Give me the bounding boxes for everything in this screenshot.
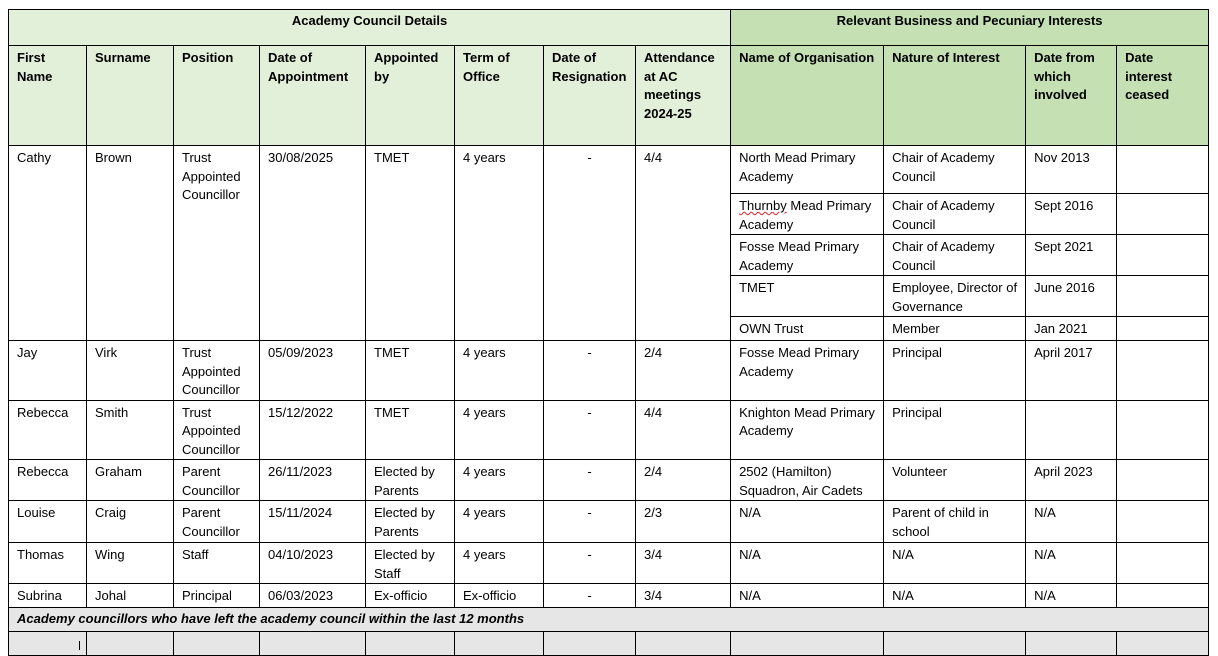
cell-first-name: Louise <box>9 501 87 543</box>
cell-date-from: N/A <box>1026 543 1117 584</box>
cell-attendance: 2/3 <box>636 501 731 543</box>
cell-appointed-by: Ex-officio <box>366 584 455 608</box>
cell-resignation: - <box>544 543 636 584</box>
group-relevant-interests: Relevant Business and Pecuniary Interests <box>731 10 1209 46</box>
empty-cell[interactable] <box>260 632 366 656</box>
cell-date-appointment: 04/10/2023 <box>260 543 366 584</box>
left-councillors-heading-row <box>9 608 1209 632</box>
cell-organisation: Fosse Mead Primary Academy <box>731 341 884 401</box>
cell-nature: Principal <box>884 341 1026 401</box>
cell-organisation: North Mead Primary Academy <box>731 146 884 194</box>
header-nature: Nature of Interest <box>884 46 1026 146</box>
cell-appointed-by: TMET <box>366 400 455 460</box>
table-row <box>9 146 1209 194</box>
cell-surname: Wing <box>87 543 174 584</box>
cell-nature: N/A <box>884 543 1026 584</box>
cell-first-name: Jay <box>9 341 87 401</box>
cell-nature: Volunteer <box>884 460 1026 501</box>
cell-date-ceased <box>1117 194 1209 235</box>
cell-date-from: Jan 2021 <box>1026 317 1117 341</box>
header-resignation: Date of Resignation <box>544 46 636 146</box>
cell-date-from: N/A <box>1026 501 1117 543</box>
cell-organisation: N/A <box>731 584 884 608</box>
cell-date-ceased <box>1117 317 1209 341</box>
cell-date-ceased <box>1117 460 1209 501</box>
table-row <box>9 501 1209 543</box>
cell-attendance: 4/4 <box>636 146 731 341</box>
empty-cell[interactable] <box>544 632 636 656</box>
table-row <box>9 341 1209 401</box>
cell-position: Trust Appointed Councillor <box>174 341 260 401</box>
group-academy-council-details: Academy Council Details <box>9 10 731 46</box>
cell-surname: Brown <box>87 146 174 341</box>
group-header-row <box>9 10 1209 46</box>
cell-first-name: Rebecca <box>9 460 87 501</box>
cell-organisation: Knighton Mead Primary Academy <box>731 400 884 460</box>
cell-attendance: 3/4 <box>636 584 731 608</box>
cell-organisation <box>731 194 884 235</box>
cell-attendance: 2/4 <box>636 341 731 401</box>
cell-term: 4 years <box>455 146 544 341</box>
cell-term: 4 years <box>455 341 544 401</box>
left-councillors-note: Academy councillors who have left the academy council within the last 12 months <box>9 608 1209 632</box>
empty-cell[interactable] <box>366 632 455 656</box>
header-date-ceased: Date interest ceased <box>1117 46 1209 146</box>
cell-first-name: Cathy <box>9 146 87 341</box>
cell-organisation: N/A <box>731 543 884 584</box>
cell-term: 4 years <box>455 460 544 501</box>
cell-position: Parent Councillor <box>174 460 260 501</box>
empty-cell[interactable] <box>884 632 1026 656</box>
cell-position: Parent Councillor <box>174 501 260 543</box>
cell-term: Ex-officio <box>455 584 544 608</box>
cell-nature: Chair of Academy Council <box>884 235 1026 276</box>
empty-cell[interactable] <box>1117 632 1209 656</box>
cell-organisation: TMET <box>731 276 884 317</box>
empty-cell[interactable] <box>636 632 731 656</box>
cell-nature: N/A <box>884 584 1026 608</box>
cell-appointed-by: Elected by Staff <box>366 543 455 584</box>
cell-resignation: - <box>544 400 636 460</box>
header-appointed-by: Appointed by <box>366 46 455 146</box>
cell-surname: Virk <box>87 341 174 401</box>
cell-nature: Principal <box>884 400 1026 460</box>
cell-surname: Johal <box>87 584 174 608</box>
cell-position: Staff <box>174 543 260 584</box>
cell-nature: Chair of Academy Council <box>884 146 1026 194</box>
cell-date-ceased <box>1117 146 1209 194</box>
cell-date-from: June 2016 <box>1026 276 1117 317</box>
cell-date-ceased <box>1117 235 1209 276</box>
cell-surname: Graham <box>87 460 174 501</box>
cell-date-from: April 2023 <box>1026 460 1117 501</box>
empty-cell[interactable] <box>1026 632 1117 656</box>
cell-resignation: - <box>544 341 636 401</box>
cell-resignation: - <box>544 501 636 543</box>
cell-attendance: 2/4 <box>636 460 731 501</box>
cell-date-from <box>1026 400 1117 460</box>
organisation-rest: Mead Primary Academy <box>739 198 872 232</box>
cell-nature: Parent of child in school <box>884 501 1026 543</box>
cell-date-appointment: 15/12/2022 <box>260 400 366 460</box>
table-row <box>9 543 1209 584</box>
cell-date-ceased <box>1117 341 1209 401</box>
empty-cell[interactable] <box>455 632 544 656</box>
header-attendance: Attendance at AC meetings 2024-25 <box>636 46 731 146</box>
cell-date-from: N/A <box>1026 584 1117 608</box>
table-row <box>9 584 1209 608</box>
cell-term: 4 years <box>455 501 544 543</box>
cell-term: 4 years <box>455 543 544 584</box>
cell-nature: Member <box>884 317 1026 341</box>
cell-appointed-by: Elected by Parents <box>366 501 455 543</box>
cell-organisation: N/A <box>731 501 884 543</box>
cell-date-ceased <box>1117 543 1209 584</box>
cell-date-appointment: 26/11/2023 <box>260 460 366 501</box>
table-row <box>9 400 1209 460</box>
column-header-row <box>9 46 1209 146</box>
council-table <box>8 9 1209 656</box>
text-cursor <box>79 641 80 650</box>
cell-first-name: Rebecca <box>9 400 87 460</box>
empty-cell[interactable] <box>87 632 174 656</box>
cell-attendance: 4/4 <box>636 400 731 460</box>
empty-cell[interactable] <box>9 632 87 656</box>
cell-date-from: Sept 2016 <box>1026 194 1117 235</box>
empty-cell[interactable] <box>731 632 884 656</box>
cell-organisation: Fosse Mead Primary Academy <box>731 235 884 276</box>
cell-appointed-by: TMET <box>366 146 455 341</box>
cell-date-appointment: 30/08/2025 <box>260 146 366 341</box>
cell-appointed-by: TMET <box>366 341 455 401</box>
header-date-from: Date from which involved <box>1026 46 1117 146</box>
cell-date-from: Nov 2013 <box>1026 146 1117 194</box>
cell-first-name: Subrina <box>9 584 87 608</box>
header-surname: Surname <box>87 46 174 146</box>
cell-position: Principal <box>174 584 260 608</box>
cell-organisation: OWN Trust <box>731 317 884 341</box>
cell-date-from: April 2017 <box>1026 341 1117 401</box>
spelling-flagged-text: Thurnby <box>739 198 787 213</box>
header-position: Position <box>174 46 260 146</box>
empty-row <box>9 632 1209 656</box>
empty-cell[interactable] <box>174 632 260 656</box>
cell-date-ceased <box>1117 276 1209 317</box>
cell-position: Trust Appointed Councillor <box>174 400 260 460</box>
cell-resignation: - <box>544 146 636 341</box>
cell-attendance: 3/4 <box>636 543 731 584</box>
header-first-name: First Name <box>9 46 87 146</box>
cell-nature: Employee, Director of Governance <box>884 276 1026 317</box>
header-organisation: Name of Organisation <box>731 46 884 146</box>
cell-organisation: 2502 (Hamilton) Squadron, Air Cadets <box>731 460 884 501</box>
cell-nature: Chair of Academy Council <box>884 194 1026 235</box>
cell-appointed-by: Elected by Parents <box>366 460 455 501</box>
cell-first-name: Thomas <box>9 543 87 584</box>
cell-date-from: Sept 2021 <box>1026 235 1117 276</box>
cell-date-appointment: 15/11/2024 <box>260 501 366 543</box>
header-date-appointment: Date of Appointment <box>260 46 366 146</box>
cell-date-ceased <box>1117 501 1209 543</box>
cell-date-ceased <box>1117 584 1209 608</box>
header-term: Term of Office <box>455 46 544 146</box>
cell-resignation: - <box>544 584 636 608</box>
cell-surname: Craig <box>87 501 174 543</box>
cell-resignation: - <box>544 460 636 501</box>
cell-surname: Smith <box>87 400 174 460</box>
cell-date-appointment: 05/09/2023 <box>260 341 366 401</box>
cell-date-appointment: 06/03/2023 <box>260 584 366 608</box>
table-row <box>9 460 1209 501</box>
cell-date-ceased <box>1117 400 1209 460</box>
cell-term: 4 years <box>455 400 544 460</box>
cell-position: Trust Appointed Councillor <box>174 146 260 341</box>
